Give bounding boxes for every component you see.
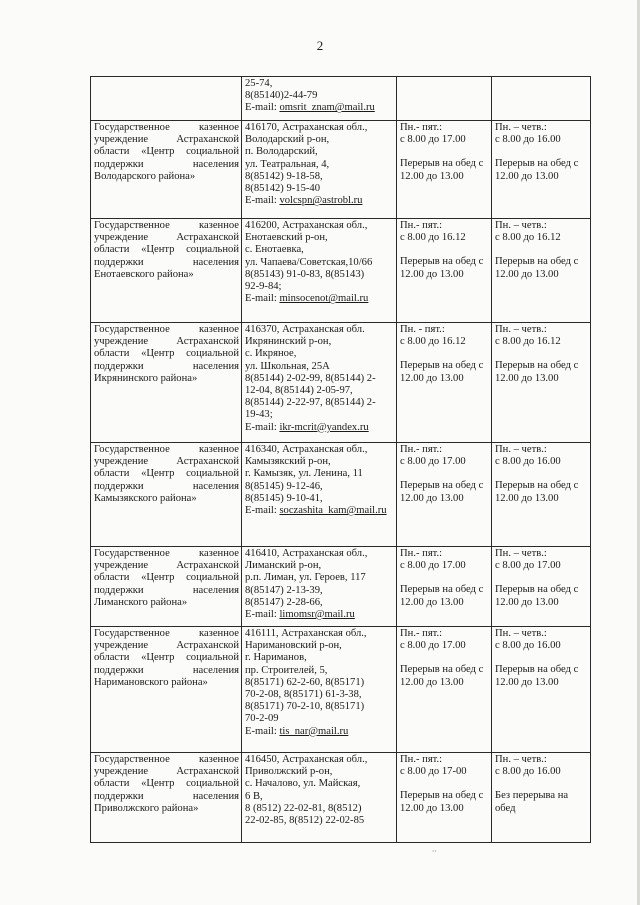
address-line: с. Началово, ул. Майская, (245, 778, 361, 790)
schedule-days: Пн. – четв.: (495, 754, 547, 765)
address-line: 8(85145) 9-10-41, (245, 492, 323, 504)
table-row (91, 547, 591, 627)
address-line: 416450, Астраханская обл., (245, 754, 368, 765)
schedule-break: Перерыв на обед с 12.00 до 13.00 (400, 360, 484, 384)
schedule-hours: с 8.00 до 16.12 (400, 232, 466, 244)
schedule-break: Перерыв на обед с 12.00 до 13.00 (400, 790, 484, 814)
email-label: E-mail: (245, 725, 277, 737)
email-line (245, 293, 394, 305)
email-line (245, 102, 394, 114)
address-line: 6 В, (245, 790, 263, 802)
schedule-days: Пн. – четв.: (495, 444, 547, 455)
address-line: 416170, Астраханская обл., (245, 122, 368, 133)
schedule-days: Пн.- пят.: (400, 220, 443, 231)
address-line: Икрянинский р-он, (245, 336, 332, 348)
table-row (91, 443, 591, 547)
schedule-mon-fri-cell (397, 443, 492, 547)
address-line: 22-02-85, 8(8512) 22-02-85 (245, 815, 365, 827)
address-line: Володарский р-он, (245, 134, 330, 146)
email-link[interactable]: soczashita_kam@mail.ru (279, 505, 387, 517)
organization-name: Государственное казенное учреждение Астраханской области «Центр социальной поддержки населения Приволжского района» (94, 754, 239, 814)
schedule-mon-fri-cell (397, 627, 492, 753)
email-label: E-mail: (245, 609, 277, 621)
organization-cell (91, 121, 242, 219)
schedule-hours: с 8.00 до 17.00 (495, 560, 561, 572)
organization-cell (91, 753, 242, 843)
address-cell (242, 219, 397, 323)
address-line: ул. Чапаева/Советская,10/66 (245, 256, 373, 268)
address-line: 8(85144) 2-22-97, 8(85144) 2- (245, 397, 376, 409)
schedule-mon-fri-cell (397, 323, 492, 443)
address-line: ул. Театральная, 4, (245, 158, 330, 170)
schedule-mon-thu-cell (492, 443, 591, 547)
schedule-mon-thu-cell (492, 77, 591, 121)
schedule-days: Пн.- пят.: (400, 122, 443, 133)
schedule-days: Пн. - пят.: (400, 324, 445, 335)
address-line: 416370, Астраханская обл. (245, 324, 365, 335)
email-line (245, 505, 394, 517)
address-line: 416340, Астраханская обл., (245, 444, 368, 455)
schedule-hours: с 8.00 до 16.00 (495, 766, 561, 778)
address-line: р.п. Лиман, ул. Героев, 117 (245, 572, 366, 584)
address-line: 92-9-84; (245, 281, 282, 293)
schedule-hours: с 8.00 до 16.12 (495, 336, 561, 348)
address-line: Камызякский р-он, (245, 456, 331, 468)
schedule-mon-thu-cell (492, 627, 591, 753)
page-number: 2 (316, 38, 324, 53)
schedule-hours: с 8.00 до 17-00 (400, 766, 467, 778)
address-cell (242, 547, 397, 627)
bottom-mark: ∙∙ (432, 846, 437, 856)
email-line (245, 726, 394, 738)
address-line: с. Енотаевка, (245, 244, 304, 256)
schedule-break: Перерыв на обед с 12.00 до 13.00 (495, 584, 579, 608)
table-row (91, 77, 591, 121)
social-centers-table (90, 76, 591, 843)
address-line: Лиманский р-он, (245, 560, 322, 572)
address-cell (242, 323, 397, 443)
schedule-hours: с 8.00 до 17.00 (400, 640, 466, 652)
email-label: E-mail: (245, 195, 277, 207)
address-line: 8(85171) 70-2-10, 8(85171) (245, 701, 365, 713)
email-link[interactable]: limomsr@mail.ru (279, 609, 355, 621)
organization-name: Государственное казенное учреждение Астраханской области «Центр социальной поддержки населения Икрянинского района» (94, 324, 239, 384)
schedule-days: Пн. – четв.: (495, 220, 547, 231)
schedule-break: Без перерыва на обед (495, 790, 569, 814)
schedule-hours: с 8.00 до 16.12 (495, 232, 561, 244)
organization-name: Государственное казенное учреждение Астраханской области «Центр социальной поддержки населения Камызякского района» (94, 444, 239, 504)
address-line: 70-2-09 (245, 713, 279, 725)
schedule-break: Перерыв на обед с 12.00 до 13.00 (400, 480, 484, 504)
organization-cell (91, 547, 242, 627)
organization-cell (91, 323, 242, 443)
email-label: E-mail: (245, 505, 277, 517)
organization-name: Государственное казенное учреждение Астраханской области «Центр социальной поддержки населения Енотаевского района» (94, 220, 239, 280)
schedule-days: Пн.- пят.: (400, 444, 443, 455)
email-label: E-mail: (245, 102, 277, 114)
email-line (245, 422, 394, 434)
email-line (245, 609, 394, 621)
schedule-days: Пн. – четв.: (495, 122, 547, 133)
schedule-hours: с 8.00 до 16.00 (495, 134, 561, 146)
address-line: 8(85140)2-44-79 (245, 90, 318, 102)
table-row (91, 219, 591, 323)
schedule-days: Пн.- пят.: (400, 754, 443, 765)
table-row (91, 121, 591, 219)
address-line: 19-43; (245, 409, 273, 421)
address-line: 8(85144) 2-02-99, 8(85144) 2- (245, 372, 376, 384)
email-line (245, 195, 394, 207)
table-row (91, 753, 591, 843)
address-line: 8(85142) 9-18-58, (245, 170, 323, 182)
address-cell (242, 627, 397, 753)
address-line: ул. Школьная, 25А (245, 360, 330, 372)
address-line: г. Нариманов, (245, 652, 307, 664)
email-link[interactable]: minsocenot@mail.ru (279, 293, 369, 305)
schedule-mon-fri-cell (397, 547, 492, 627)
address-line: 8(85143) 91-0-83, 8(85143) (245, 268, 365, 280)
address-line: 416200, Астраханская обл., (245, 220, 368, 231)
schedule-mon-thu-cell (492, 121, 591, 219)
schedule-mon-fri-cell (397, 121, 492, 219)
schedule-break: Перерыв на обед с 12.00 до 13.00 (400, 256, 484, 280)
address-line: 416111, Астраханская обл., (245, 628, 367, 639)
address-line: Енотаевский р-он, (245, 232, 328, 244)
address-line: 12-04, 8(85144) 2-05-97, (245, 385, 353, 397)
table-body (91, 77, 591, 843)
schedule-hours: с 8.00 до 17.00 (400, 134, 466, 146)
schedule-mon-fri-cell (397, 219, 492, 323)
address-line: 416410, Астраханская обл., (245, 548, 368, 559)
schedule-days: Пн. – четв.: (495, 324, 547, 335)
address-line: п. Володарский, (245, 146, 318, 158)
address-line: с. Икряное, (245, 348, 297, 360)
schedule-mon-fri-cell (397, 753, 492, 843)
address-cell (242, 443, 397, 547)
organization-name: Государственное казенное учреждение Астраханской области «Центр социальной поддержки населения Лиманского района» (94, 548, 239, 608)
email-label: E-mail: (245, 421, 277, 433)
address-line: Наримановский р-он, (245, 640, 342, 652)
address-line: 8(85147) 2-13-39, (245, 584, 323, 596)
schedule-days: Пн. – четв.: (495, 548, 547, 559)
table-row (91, 627, 591, 753)
address-line: Приволжский р-он, (245, 766, 333, 778)
schedule-hours: с 8.00 до 17.00 (400, 560, 466, 572)
schedule-break: Перерыв на обед с 12.00 до 13.00 (400, 158, 484, 182)
organization-cell (91, 627, 242, 753)
email-link[interactable]: volcspn@astrobl.ru (279, 195, 363, 207)
address-cell (242, 77, 397, 121)
schedule-mon-thu-cell (492, 219, 591, 323)
email-link[interactable]: ikr-mcrit@yandex.ru (279, 421, 369, 433)
address-line: 25-74, (245, 78, 273, 89)
schedule-break: Перерыв на обед с 12.00 до 13.00 (400, 664, 484, 688)
organization-cell (91, 77, 242, 121)
organization-cell (91, 443, 242, 547)
schedule-mon-thu-cell (492, 323, 591, 443)
schedule-mon-thu-cell (492, 753, 591, 843)
email-link[interactable]: tis_nar@mail.ru (279, 725, 349, 737)
schedule-hours: с 8.00 до 17.00 (400, 456, 466, 468)
address-line: пр. Строителей, 5, (245, 664, 328, 676)
schedule-days: Пн.- пят.: (400, 628, 443, 639)
schedule-break: Перерыв на обед с 12.00 до 13.00 (495, 256, 579, 280)
schedule-days: Пн.- пят.: (400, 548, 443, 559)
organization-name: Государственное казенное учреждение Астраханской области «Центр социальной поддержки населения Наримановского района» (94, 628, 239, 688)
address-line: 8(85147) 2-28-66, (245, 596, 323, 608)
schedule-mon-fri-cell (397, 77, 492, 121)
schedule-break: Перерыв на обед с 12.00 до 13.00 (495, 158, 579, 182)
address-cell (242, 753, 397, 843)
email-link[interactable]: omsrit_znam@mail.ru (279, 102, 375, 114)
address-line: 8(85145) 9-12-46, (245, 480, 323, 492)
organization-cell (91, 219, 242, 323)
address-cell (242, 121, 397, 219)
organization-name: Государственное казенное учреждение Астраханской области «Центр социальной поддержки населения Володарского района» (94, 122, 239, 182)
schedule-hours: с 8.00 до 16.12 (400, 336, 466, 348)
schedule-days: Пн. – четв.: (495, 628, 547, 639)
address-line: 8(85142) 9-15-40 (245, 183, 321, 195)
address-line: г. Камызяк, ул. Ленина, 11 (245, 468, 363, 480)
address-line: 70-2-08, 8(85171) 61-3-38, (245, 689, 362, 701)
schedule-break: Перерыв на обед с 12.00 до 13.00 (400, 584, 484, 608)
schedule-hours: с 8.00 до 16.00 (495, 640, 561, 652)
schedule-hours: с 8.00 до 16.00 (495, 456, 561, 468)
address-line: 8(85171) 62-2-60, 8(85171) (245, 676, 365, 688)
schedule-break: Перерыв на обед с 12.00 до 13.00 (495, 480, 579, 504)
schedule-mon-thu-cell (492, 547, 591, 627)
schedule-break: Перерыв на обед с 12.00 до 13.00 (495, 664, 579, 688)
email-label: E-mail: (245, 293, 277, 305)
address-line: 8 (8512) 22-02-81, 8(8512) (245, 802, 362, 814)
table-row (91, 323, 591, 443)
schedule-break: Перерыв на обед с 12.00 до 13.00 (495, 360, 579, 384)
